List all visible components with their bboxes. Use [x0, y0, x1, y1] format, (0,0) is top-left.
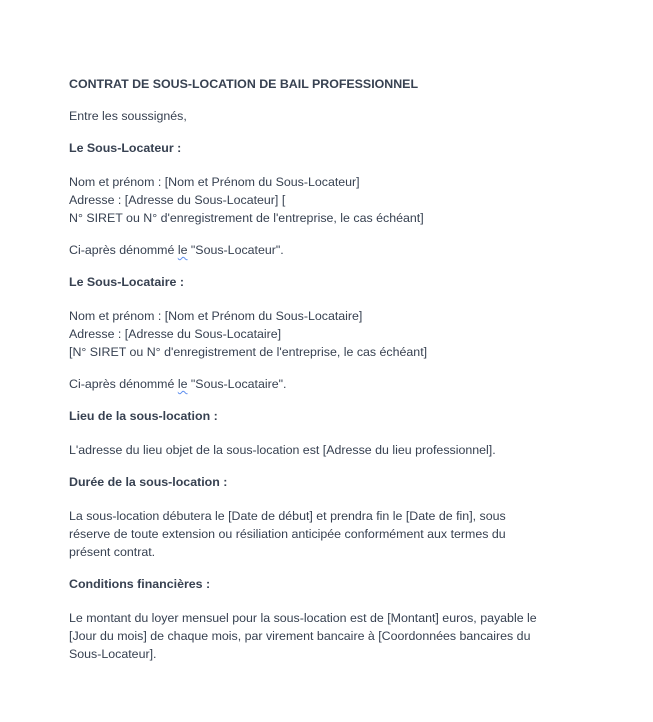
conditions-line: Le montant du loyer mensuel pour la sous-location est de [Montant] euros, payable le	[69, 611, 537, 625]
document-body	[69, 75, 609, 677]
sous-locateur-designation	[69, 241, 609, 259]
intro-text: Entre les soussignés,	[69, 109, 187, 123]
designation-prefix: Ci-après dénommé	[69, 243, 178, 257]
duree-text	[69, 507, 609, 561]
sous-locataire-details	[69, 307, 609, 361]
sous-locataire-address-line: Adresse : [Adresse du Sous-Locataire]	[69, 327, 282, 341]
designation-suffix: "Sous-Locataire".	[187, 377, 287, 391]
conditions-heading: Conditions financières :	[69, 577, 211, 591]
designation-suffix: "Sous-Locateur".	[187, 243, 284, 257]
spellcheck-flagged-word[interactable]: le	[177, 377, 188, 391]
sous-locataire-designation	[69, 375, 609, 393]
sous-locateur-details	[69, 173, 609, 227]
duree-line: La sous-location débutera le [Date de début] et prendra fin le [Date de fin], sous	[69, 509, 506, 523]
sous-locataire-heading: Le Sous-Locataire :	[69, 275, 184, 289]
lieu-text: L'adresse du lieu objet de la sous-location est [Adresse du lieu professionnel].	[69, 443, 496, 457]
sous-locateur-siret-line: N° SIRET ou N° d'enregistrement de l'entreprise, le cas échéant]	[69, 211, 424, 225]
sous-locateur-heading: Le Sous-Locateur :	[69, 141, 182, 155]
sous-locateur-address-line: Adresse : [Adresse du Sous-Locateur] [	[69, 193, 286, 207]
lieu-heading: Lieu de la sous-location :	[69, 409, 218, 423]
conditions-line: Sous-Locateur].	[69, 647, 157, 661]
duree-line: présent contrat.	[69, 545, 156, 559]
document-title: CONTRAT DE SOUS-LOCATION DE BAIL PROFESSIONNEL	[69, 77, 419, 91]
conditions-text	[69, 609, 609, 663]
sous-locataire-name-line: Nom et prénom : [Nom et Prénom du Sous-Locataire]	[69, 309, 363, 323]
duree-heading: Durée de la sous-location :	[69, 475, 228, 489]
spellcheck-flagged-word[interactable]: le	[177, 243, 188, 257]
sous-locateur-name-line: Nom et prénom : [Nom et Prénom du Sous-Locateur]	[69, 175, 360, 189]
designation-prefix: Ci-après dénommé	[69, 377, 178, 391]
duree-line: réserve de toute extension ou résiliation anticipée conformément aux termes du	[69, 527, 506, 541]
conditions-line: [Jour du mois] de chaque mois, par virement bancaire à [Coordonnées bancaires du	[69, 629, 531, 643]
sous-locataire-siret-line: [N° SIRET ou N° d'enregistrement de l'entreprise, le cas échéant]	[69, 345, 428, 359]
